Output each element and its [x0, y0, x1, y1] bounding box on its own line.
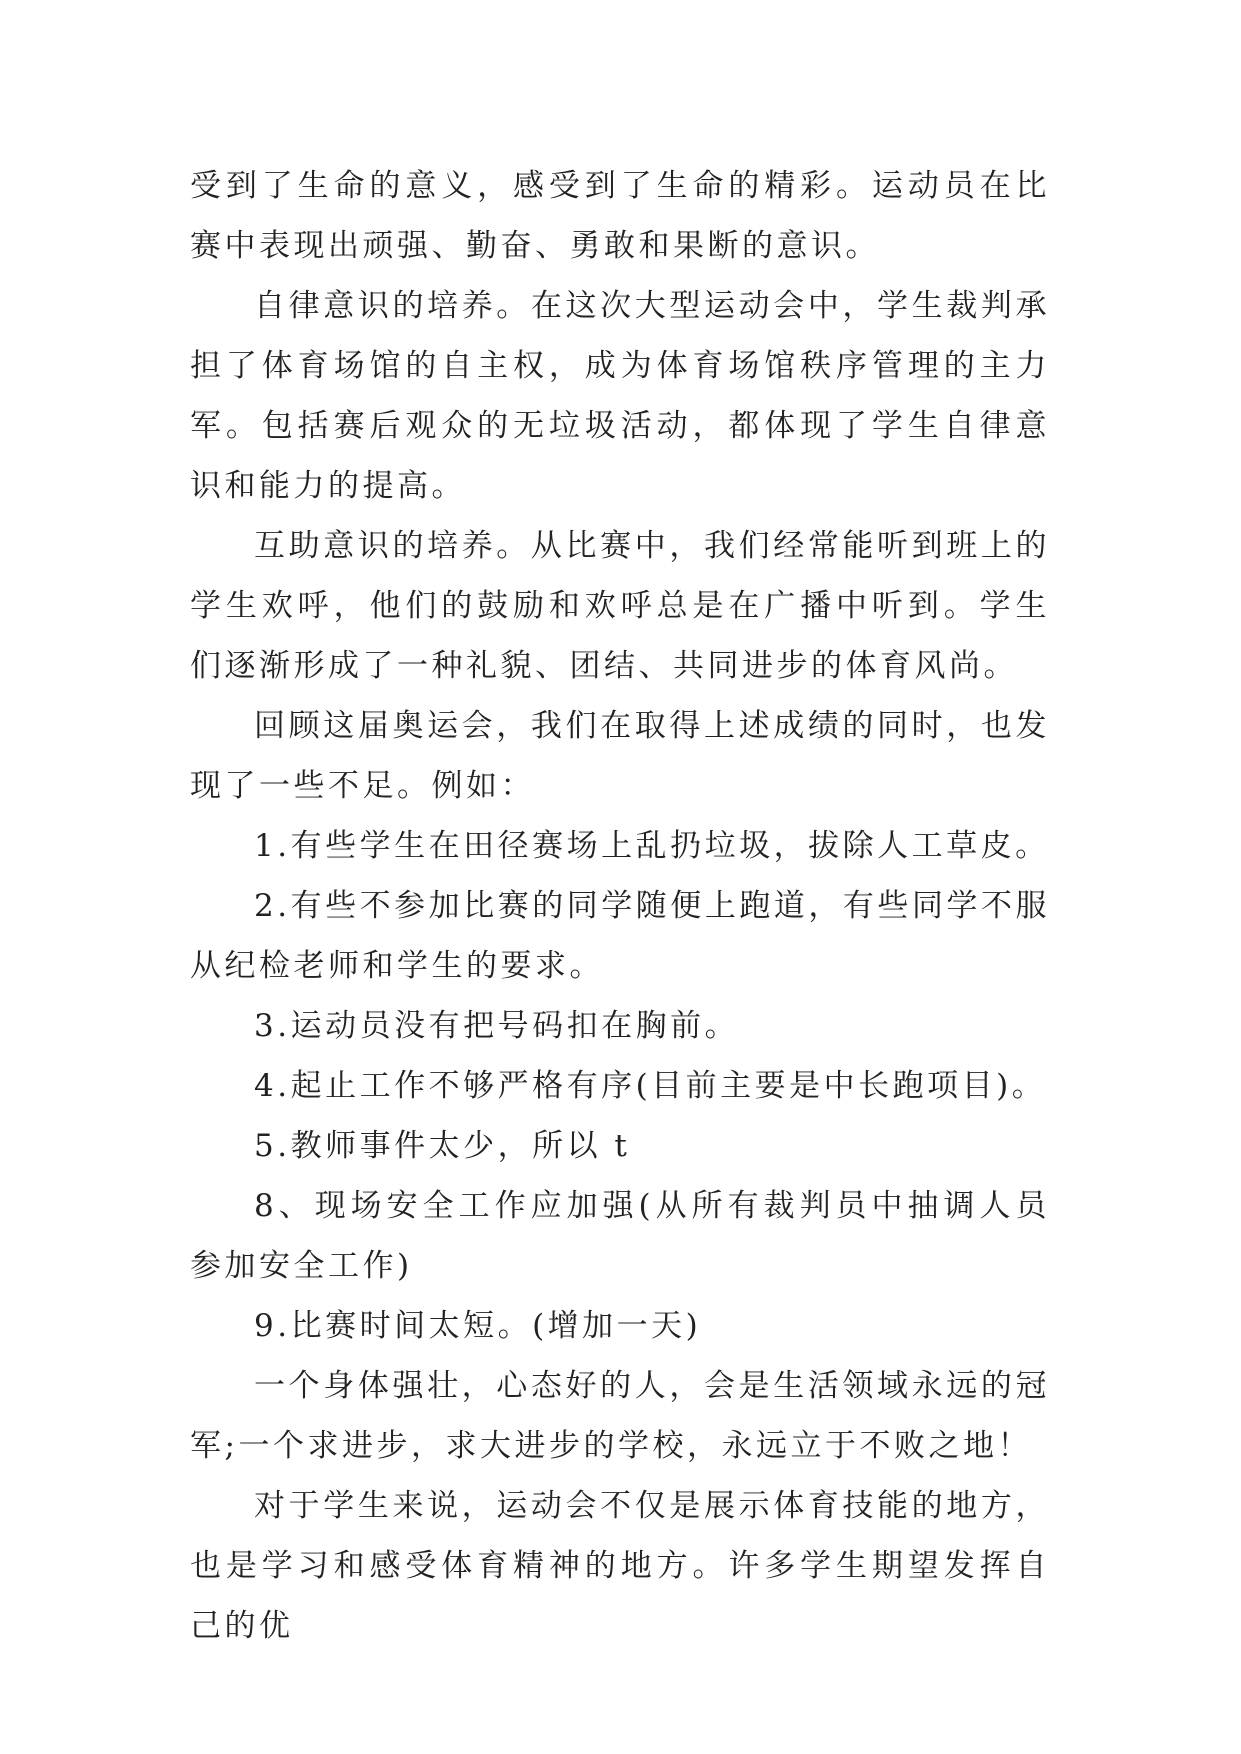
paragraph-2: 自律意识的培养。在这次大型运动会中，学生裁判承担了体育场馆的自主权，成为体育场馆秩序管理的主力军。包括赛后观众的无垃圾活动，都体现了学生自律意识和能力的提高。: [190, 288, 1050, 504]
paragraph-3: 互助意识的培养。从比赛中，我们经常能听到班上的学生欢呼，他们的鼓励和欢呼总是在广播中听到。学生们逐渐形成了一种礼貌、团结、共同进步的体育风尚。: [190, 528, 1050, 684]
list-item-5: 5.教师事件太少，所以 t: [254, 1128, 631, 1164]
paragraph-5: 一个身体强壮，心态好的人，会是生活领域永远的冠军;一个求进步，求大进步的学校，永远立于不败之地！: [190, 1368, 1050, 1464]
list-item-4: 4.起止工作不够严格有序(目前主要是中长跑项目)。: [254, 1068, 1047, 1104]
list-item-9: 9.比赛时间太短。(增加一天): [254, 1308, 702, 1344]
list-item-2: 2.有些不参加比赛的同学随便上跑道，有些同学不服从纪检老师和学生的要求。: [190, 888, 1050, 984]
paragraph-4: 回顾这届奥运会，我们在取得上述成绩的同时，也发现了一些不足。例如：: [190, 708, 1050, 804]
paragraph-1: 受到了生命的意义，感受到了生命的精彩。运动员在比赛中表现出顽强、勤奋、勇敢和果断的意识。: [190, 168, 1050, 264]
document-body: [190, 156, 1050, 1656]
list-item-3: 3.运动员没有把号码扣在胸前。: [254, 1008, 740, 1044]
paragraph-6: 对于学生来说，运动会不仅是展示体育技能的地方，也是学习和感受体育精神的地方。许多学生期望发挥自己的优: [190, 1488, 1050, 1644]
list-item-8: 8、现场安全工作应加强(从所有裁判员中抽调人员参加安全工作): [190, 1188, 1050, 1284]
list-item-1: 1.有些学生在田径赛场上乱扔垃圾，拔除人工草皮。: [254, 828, 1050, 864]
